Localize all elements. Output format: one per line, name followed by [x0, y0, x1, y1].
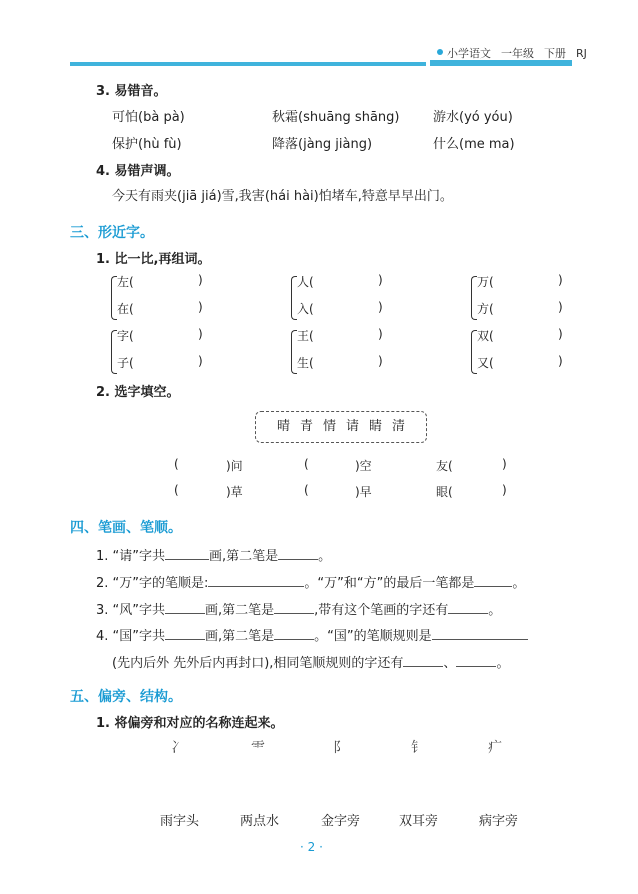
fill-paren: ( [174, 457, 179, 471]
fill-word: )问 [226, 459, 243, 473]
answer-blank[interactable] [165, 601, 205, 614]
header-info [447, 45, 597, 61]
choice-char: 请 [346, 419, 360, 434]
compare-a: 王( [297, 329, 314, 343]
q-text: 1. “请”字共 [96, 549, 166, 564]
stroke-question-4-cont [112, 652, 509, 671]
fill-word: )草 [226, 485, 243, 499]
radical[interactable]: 阝 [333, 740, 347, 756]
compare-a: 字( [117, 329, 134, 343]
char-choice-box [255, 411, 427, 443]
choice-char: 青 [299, 419, 313, 434]
section-title: 三、形近字。 [70, 225, 154, 241]
radical[interactable]: 钅 [411, 740, 425, 756]
answer-blank[interactable] [403, 654, 443, 667]
radical[interactable]: 冫 [171, 740, 185, 756]
compare-b: 方( [477, 302, 494, 316]
item4-title: 4. 易错声调。 [96, 164, 180, 179]
compare-b: 生( [297, 356, 314, 370]
close-paren: ) [558, 273, 563, 287]
close-paren: ) [558, 354, 563, 368]
answer-blank[interactable] [274, 601, 314, 614]
header-edition: RJ [576, 47, 587, 60]
close-paren: ) [198, 354, 203, 368]
word: 什么 [433, 137, 460, 152]
close-paren: ) [378, 273, 383, 287]
compare-b: 子( [117, 356, 134, 370]
q-text: 。 [496, 656, 510, 671]
section-title: 四、笔画、笔顺。 [70, 520, 182, 536]
close-paren: ) [558, 327, 563, 341]
choice-char: 睛 [369, 419, 383, 434]
header-subject: 小学语文 [447, 47, 491, 60]
pinyin: (yó yóu) [459, 110, 513, 125]
radical-name[interactable]: 两点水 [240, 814, 280, 829]
item3-title: 3. 易错音。 [96, 84, 167, 99]
stroke-question-1 [96, 545, 331, 564]
q-text: 。“万”和“方”的最后一笔都是 [304, 576, 475, 591]
answer-blank[interactable] [278, 547, 318, 560]
section-title: 五、偏旁、结构。 [70, 689, 182, 705]
radical-name[interactable]: 双耳旁 [399, 814, 439, 829]
fill-paren: ( [304, 457, 309, 471]
pinyin-item [112, 106, 185, 125]
pinyin-item [272, 106, 399, 125]
radical-name[interactable]: 病字旁 [479, 814, 519, 829]
answer-blank[interactable] [432, 627, 528, 640]
q-text: 。 [512, 576, 526, 591]
close-paren: ) [198, 300, 203, 314]
answer-blank[interactable] [448, 601, 488, 614]
header-rule-accent [430, 60, 572, 66]
choice-char: 晴 [276, 419, 290, 434]
header-rule [70, 62, 426, 66]
pinyin: (hù fù) [138, 137, 182, 152]
pinyin-item [433, 133, 515, 152]
answer-blank[interactable] [165, 627, 205, 640]
stroke-question-3 [96, 599, 501, 618]
q-text: (先内后外 先外后内再封口),相同笔顺规则的字还有 [112, 656, 404, 671]
q-text: 。 [488, 603, 502, 618]
item1-title: 1. 将偏旁和对应的名称连起来。 [96, 716, 284, 731]
header-dot-icon [437, 49, 443, 55]
sentence-part: (hái hài)怕堵车,特意早早出门。 [264, 189, 453, 204]
header-grade: 一年级 [501, 47, 534, 60]
item1-title: 1. 比一比,再组词。 [96, 252, 211, 267]
word: 降落 [272, 137, 299, 152]
pinyin-item [433, 106, 513, 125]
answer-blank[interactable] [208, 574, 304, 587]
answer-blank[interactable] [274, 627, 314, 640]
choice-char: 情 [322, 419, 336, 434]
compare-b: 入( [297, 302, 314, 316]
fill-word: )早 [355, 485, 372, 499]
compare-a: 左( [117, 275, 134, 289]
q-text: 。“国”的笔顺规则是 [314, 629, 432, 644]
pinyin: (jàng jiàng) [298, 137, 373, 152]
answer-blank[interactable] [456, 654, 496, 667]
word: 游水 [433, 110, 460, 125]
q-text: 。 [318, 549, 332, 564]
answer-blank[interactable] [165, 547, 209, 560]
tone-sentence [112, 185, 453, 204]
q-text: 画,第二笔是 [209, 549, 279, 564]
close-paren: ) [378, 327, 383, 341]
compare-b: 又( [477, 356, 494, 370]
compare-a: 双( [477, 329, 494, 343]
page-number: · 2 · [300, 840, 323, 854]
q-text: 3. “风”字共 [96, 603, 166, 618]
fill-paren: ) [502, 483, 507, 497]
word: 秋霜 [272, 110, 299, 125]
word: 保护 [112, 137, 139, 152]
pinyin-item [112, 133, 182, 152]
close-paren: ) [198, 327, 203, 341]
pinyin-item [272, 133, 372, 152]
header-volume: 下册 [544, 47, 566, 60]
pinyin: (shuāng shāng) [298, 110, 400, 125]
stroke-question-4 [96, 625, 528, 644]
compare-a: 万( [477, 275, 494, 289]
close-paren: ) [198, 273, 203, 287]
close-paren: ) [378, 300, 383, 314]
answer-blank[interactable] [474, 574, 512, 587]
fill-word: 眼( [436, 485, 453, 499]
compare-a: 人( [297, 275, 314, 289]
fill-paren: ( [174, 483, 179, 497]
fill-paren: ) [502, 457, 507, 471]
close-paren: ) [558, 300, 563, 314]
q-text: 、 [443, 656, 457, 671]
pinyin: (me ma) [459, 137, 515, 152]
q-text: 2. “万”字的笔顺是: [96, 576, 209, 591]
pinyin: (bà pà) [138, 110, 185, 125]
fill-paren: ( [304, 483, 309, 497]
choice-char: 清 [392, 419, 406, 434]
q-text: 画,第二笔是 [205, 603, 275, 618]
stroke-question-2 [96, 572, 525, 591]
radical-name[interactable]: 雨字头 [160, 814, 200, 829]
radical-name[interactable]: 金字旁 [321, 814, 361, 829]
sentence-part: (jiā jiá)雪,我害 [177, 189, 265, 204]
fill-word: 友( [436, 459, 453, 473]
q-text: ,带有这个笔画的字还有 [314, 603, 449, 618]
close-paren: ) [378, 354, 383, 368]
q-text: 4. “国”字共 [96, 629, 166, 644]
q-text: 画,第二笔是 [205, 629, 275, 644]
sentence-part: 今天有雨夹 [112, 189, 178, 204]
fill-word: )空 [355, 459, 372, 473]
item2-title: 2. 选字填空。 [96, 385, 180, 400]
radical[interactable]: ⻗ [251, 740, 265, 756]
word: 可怕 [112, 110, 139, 125]
compare-b: 在( [117, 302, 134, 316]
radical[interactable]: 疒 [488, 740, 502, 756]
